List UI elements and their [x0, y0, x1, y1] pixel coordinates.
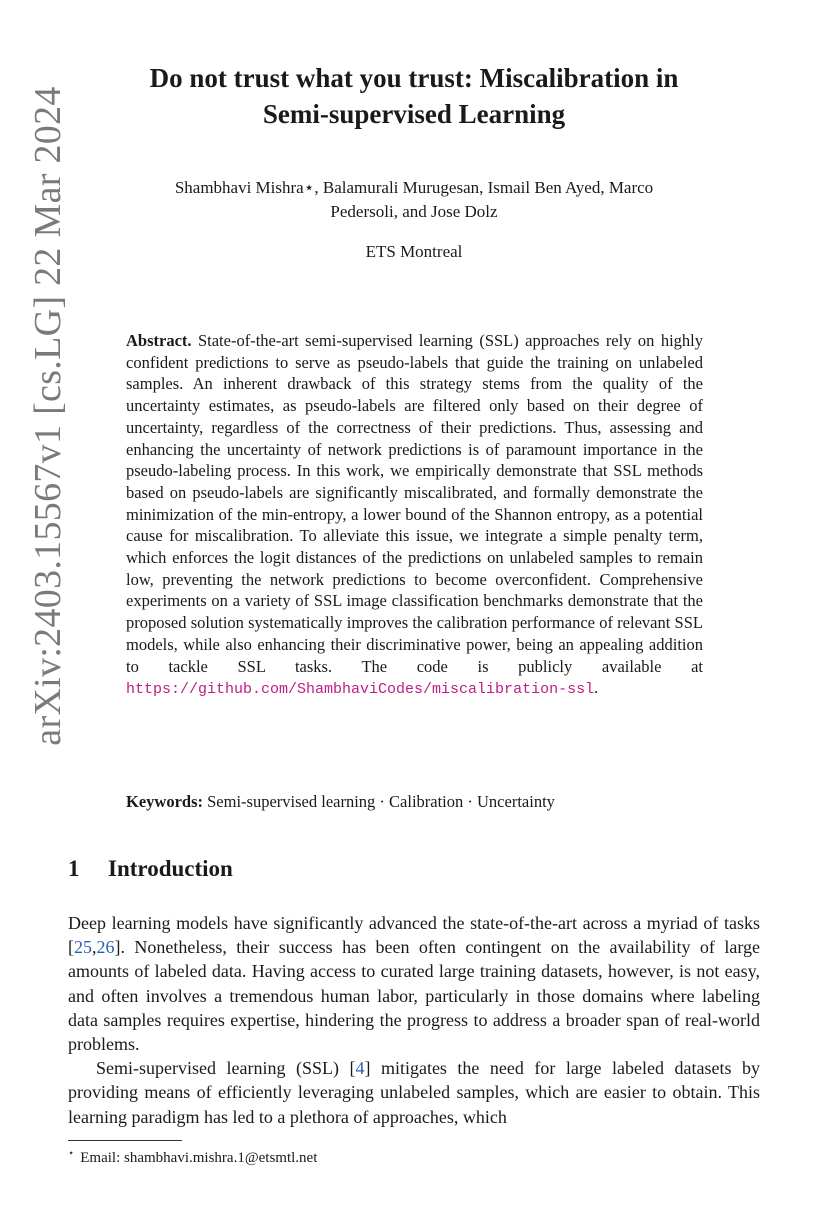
affiliation: ETS Montreal	[365, 242, 463, 261]
footnote-mark: ⋆	[68, 1148, 75, 1159]
paragraph	[68, 1056, 760, 1129]
citation-link[interactable]: 25	[74, 937, 92, 958]
keywords	[126, 792, 726, 812]
abstract-text: State-of-the-art semi-supervised learning (SSL) approaches rely on highly confident predictions to serve as pseudo-labels that guide the training on unlabeled samples. An inherent drawback of this strategy stems from the quality of the uncertainty estimates, as pseudo-labels are filtered only based on their degree of uncertainty, regardless of the correctness of their predictions. Thus, assessing and enhancing the uncertainty of network predictions is of paramount importance in the pseudo-labeling process. In this work, we empirically demonstrate that SSL methods based on pseudo-labels are significantly miscalibrated, and formally demonstrate the minimization of the min-entropy, a lower bound of the Shannon entropy, as a potential cause for miscalibration. To alleviate this issue, we integrate a simple penalty term, which enforces the logit distances of the predictions on unlabeled samples to remain low, preventing the network predictions to become overconfident. Comprehensive experiments on a variety of SSL image classification benchmarks demonstrate that the proposed solution systematically improves the calibration performance of relevant SSL models, while also enhancing their discriminative power, being an appealing addition to tackle SSL tasks. The code is publicly available at	[126, 331, 703, 676]
abstract	[126, 330, 703, 701]
footnote-rule	[68, 1140, 182, 1141]
footnote-email: Email: shambhavi.mishra.1@etsmtl.net	[80, 1150, 318, 1166]
title-line-1: Do not trust what you trust: Miscalibration in	[149, 63, 679, 93]
keywords-label: Keywords:	[126, 792, 203, 811]
intro-body	[68, 911, 760, 1129]
citation-link[interactable]: 4	[355, 1058, 365, 1079]
arxiv-watermark	[20, 66, 76, 766]
section-title: Introduction	[108, 856, 233, 881]
p2-text-a: Semi-supervised learning (SSL) [	[96, 1058, 356, 1079]
section-number: 1	[68, 856, 80, 881]
paper-title	[70, 60, 758, 132]
arxiv-identifier: arXiv:2403.15567v1 [cs.LG] 22 Mar 2024	[27, 86, 69, 746]
p1-text-a: Deep learning models have significantly advanced the state-of-the-art across a myriad of tasks [	[68, 913, 760, 958]
authors-line-1: Shambhavi Mishra⋆, Balamurali Murugesan, Ismail Ben Ayed, Marco	[174, 178, 654, 197]
p2-text-b: ] mitigates the need for large labeled datasets by providing means of efficiently leveraging unlabeled samples, which are easier to obtain. This learning paradigm has led to a plethora of approaches, which	[68, 1058, 760, 1127]
p1-text-b: ]. Nonetheless, their success has been often contingent on the availability of large amounts of labeled data. Having access to curated large training datasets, however, is not easy, and often involves a tremendous human labor, particularly in those domains where labeling data samples requires expertise, hindering the progress to address a broader span of real-world problems.	[68, 937, 760, 1055]
authors-line-2: Pedersoli, and Jose Dolz	[330, 202, 498, 221]
citation-separator: ,	[92, 937, 97, 958]
abstract-end: .	[594, 678, 599, 698]
section-heading	[68, 856, 233, 882]
footnote	[68, 1148, 317, 1167]
code-link[interactable]: https://github.com/ShambhaviCodes/miscalibration-ssl	[126, 681, 595, 699]
abstract-label: Abstract.	[126, 331, 192, 350]
title-line-2: Semi-supervised Learning	[262, 99, 566, 129]
citation-link[interactable]: 26	[96, 937, 115, 958]
keywords-list: Semi-supervised learning · Calibration · Uncertainty	[207, 792, 555, 811]
paragraph	[68, 911, 760, 1056]
author-list	[90, 176, 738, 224]
